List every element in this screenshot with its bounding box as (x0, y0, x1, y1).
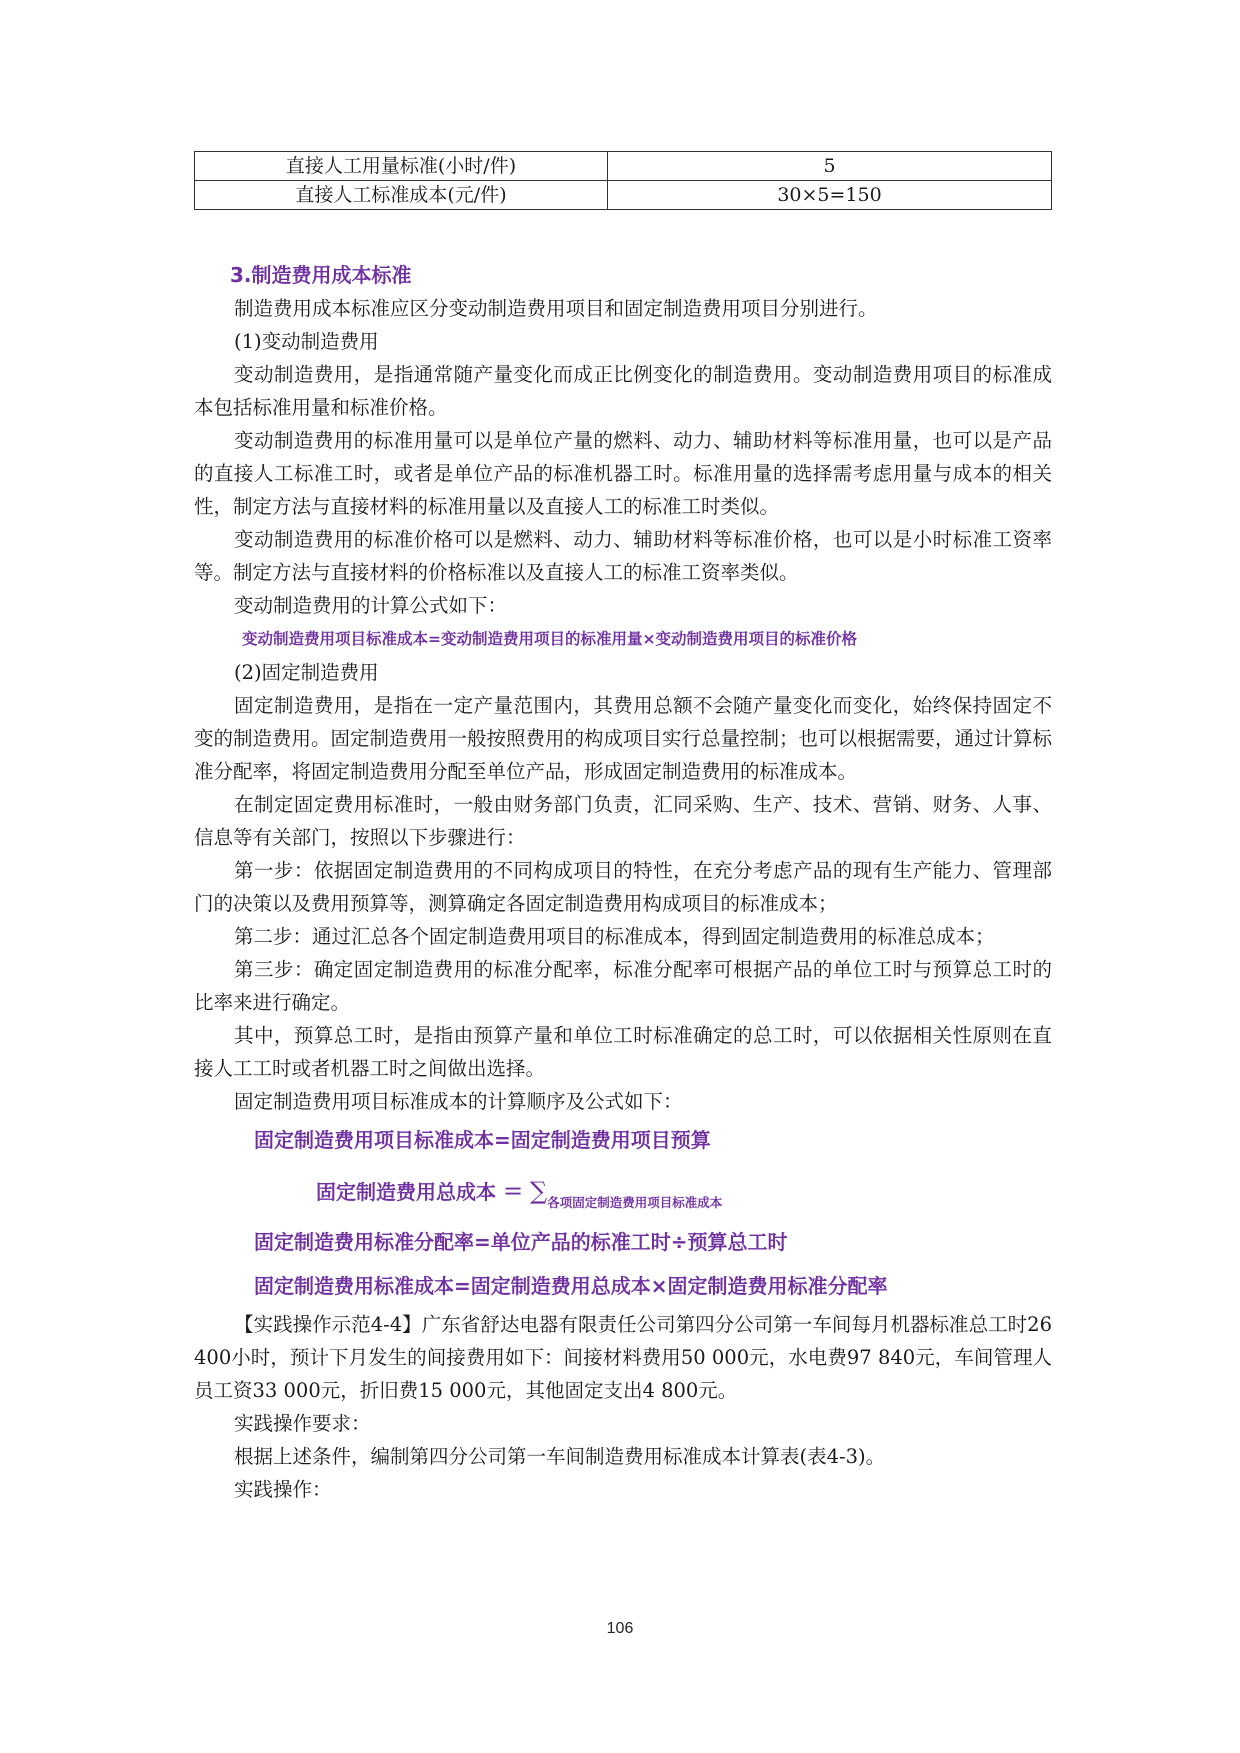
subheading-variable: (1)变动制造费用 (234, 330, 379, 353)
table-cell-label: 直接人工标准成本(元/件) (195, 181, 608, 210)
formula-fixed-allocation-rate: 固定制造费用标准分配率=单位产品的标准工时÷预算总工时 (254, 1230, 788, 1254)
formula-subscript: 各项固定制造费用项目标准成本 (547, 1195, 723, 1210)
formula-term: 固定制造费用总成本 (316, 1180, 496, 1204)
paragraph: 实践操作要求： (234, 1412, 371, 1435)
labor-standard-table (194, 151, 1052, 210)
table-cell-value: 30×5=150 (608, 181, 1052, 210)
body-text (194, 258, 1052, 1506)
formula-fixed-item-cost: 固定制造费用项目标准成本=固定制造费用项目预算 (254, 1128, 711, 1152)
paragraph: 根据上述条件，编制第四分公司第一车间制造费用标准成本计算表(表4-3)。 (234, 1445, 886, 1468)
section-heading: 3.制造费用成本标准 (230, 263, 412, 287)
equals-sign: = (502, 1177, 524, 1205)
subheading-fixed: (2)固定制造费用 (234, 661, 379, 684)
summation-icon: ∑ (530, 1177, 548, 1205)
paragraph-step: 第二步：通过汇总各个固定制造费用项目的标准成本，得到固定制造费用的标准总成本； (234, 925, 995, 948)
paragraph-intro: 制造费用成本标准应区分变动制造费用项目和固定制造费用项目分别进行。 (234, 297, 878, 320)
paragraph: 在制定固定费用标准时，一般由财务部门负责，汇同采购、生产、技术、营销、财务、人事、信息等有关部门，按照以下步骤进行： (194, 793, 1052, 849)
table-cell-value: 5 (608, 152, 1052, 181)
paragraph-step: 第三步：确定固定制造费用的标准分配率，标准分配率可根据产品的单位工时与预算总工时的比率来进行确定。 (194, 958, 1052, 1014)
paragraph-example: 【实践操作示范4-4】广东省舒达电器有限责任公司第四分公司第一车间每月机器标准总工时26 400小时，预计下月发生的间接费用如下：间接材料费用50 000元，水电费97 840元，车间管理人员工资33 000元，折旧费15 000元，其他固定支出4 800元。 (194, 1313, 1052, 1402)
page-number: 106 (606, 1620, 634, 1637)
paragraph: 变动制造费用，是指通常随产量变化而成正比例变化的制造费用。变动制造费用项目的标准成本包括标准用量和标准价格。 (194, 363, 1052, 419)
paragraph: 固定制造费用项目标准成本的计算顺序及公式如下： (234, 1090, 683, 1113)
paragraph: 变动制造费用的标准价格可以是燃料、动力、辅助材料等标准价格，也可以是小时标准工资率等。制定方法与直接材料的价格标准以及直接人工的标准工资率类似。 (194, 528, 1052, 584)
table-row (195, 181, 1052, 210)
paragraph: 变动制造费用的计算公式如下： (234, 594, 508, 617)
paragraph: 变动制造费用的标准用量可以是单位产量的燃料、动力、辅助材料等标准用量，也可以是产品的直接人工标准工时，或者是单位产品的标准机器工时。标准用量的选择需考虑用量与成本的相关性，制定方法与直接材料的标准用量以及直接人工的标准工时类似。 (194, 429, 1052, 518)
table-cell-label: 直接人工用量标准(小时/件) (195, 152, 608, 181)
table-row (195, 152, 1052, 181)
formula-variable-cost: 变动制造费用项目标准成本=变动制造费用项目的标准用量×变动制造费用项目的标准价格 (242, 630, 857, 648)
formula-fixed-standard-cost: 固定制造费用标准成本=固定制造费用总成本×固定制造费用标准分配率 (254, 1274, 888, 1298)
formula-fixed-total-cost (194, 1162, 1052, 1220)
paragraph: 实践操作： (234, 1478, 332, 1501)
paragraph: 固定制造费用，是指在一定产量范围内，其费用总额不会随产量变化而变化，始终保持固定不变的制造费用。固定制造费用一般按照费用的构成项目实行总量控制；也可以根据需要，通过计算标准分配率，将固定制造费用分配至单位产品，形成固定制造费用的标准成本。 (194, 694, 1053, 783)
paragraph-step: 第一步：依据固定制造费用的不同构成项目的特性，在充分考虑产品的现有生产能力、管理部门的决策以及费用预算等，测算确定各固定制造费用构成项目的标准成本； (194, 859, 1052, 915)
paragraph: 其中，预算总工时，是指由预算产量和单位工时标准确定的总工时，可以依据相关性原则在直接人工工时或者机器工时之间做出选择。 (194, 1024, 1052, 1080)
